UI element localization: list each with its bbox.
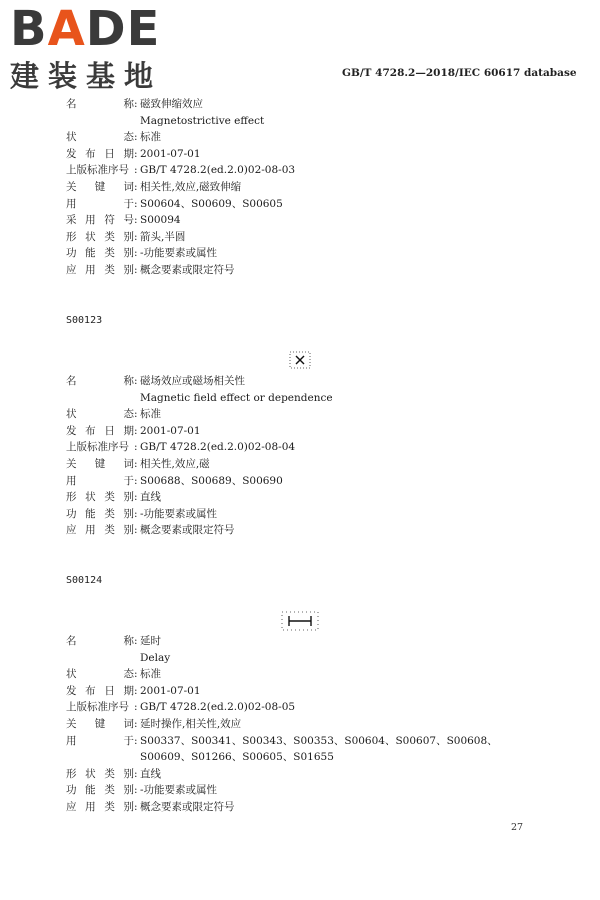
value-release-date: 2001-07-01 [140,684,201,697]
field-release-date: 发 布 日 期 : 2001-07-01 [66,146,556,163]
field-adopted: 采 用 符 号 : S00094 [66,212,556,229]
value-prev-std: GB/T 4728.2(ed.2.0)02-08-03 [140,164,296,177]
field-release-date: 发 布 日 期 : 2001-07-01 [66,683,556,700]
cross-in-dotted-box-icon [289,351,311,369]
value-shape: 箭头,半圆 [140,230,186,243]
field-keywords: 关 键 词 : 相关性,效应,磁致伸缩 [66,179,556,196]
value-function: -功能要素或属性 [140,784,218,797]
logo-chinese-text: 建装基地 [10,59,163,93]
symbol-code: S00124 [66,575,103,586]
field-prev-std: 上版标准序号 : GB/T 4728.2(ed.2.0)02-08-05 [66,699,556,716]
value-name-en: Magnetostrictive effect [140,114,265,127]
field-function: 功 能 类 别 : -功能要素或属性 [66,506,556,523]
value-application: 概念要素或限定符号 [140,800,235,813]
value-used-in: S00604、S00609、S00605 [140,197,283,210]
field-function: 功 能 类 别 : -功能要素或属性 [66,782,556,799]
symbol-entry-2 [66,373,556,539]
value-name-cn: 磁场效应或磁场相关性 [140,375,245,387]
value-function: -功能要素或属性 [140,507,218,520]
field-name: 名 称 : 磁场效应或磁场相关性 [66,373,556,390]
value-prev-std: GB/T 4728.2(ed.2.0)02-08-04 [140,441,296,454]
value-release-date: 2001-07-01 [140,147,201,160]
field-name: 名 称 : 延时 [66,633,556,650]
value-shape: 直线 [140,767,161,780]
value-keywords: 相关性,效应,磁 [140,457,210,470]
field-application: 应 用 类 别 : 概念要素或限定符号 [66,522,556,539]
field-used-in: 用 于 : S00337、S00341、S00343、S00353、S00604、S00607、S00608、S00609、S01266、S00605、S01655 [66,733,556,766]
bade-logo [10,1,180,96]
value-adopted: S00094 [140,214,181,227]
page-number: 27 [511,822,524,833]
value-release-date: 2001-07-01 [140,424,201,437]
field-shape: 形 状 类 别 : 直线 [66,489,556,506]
label-name: 名 称 [66,98,134,110]
field-shape: 形 状 类 别 : 箭头,半圆 [66,229,556,246]
entry-list-2 [66,373,556,539]
value-status: 标准 [140,131,161,144]
field-status: 状 态 : 标准 [66,406,556,423]
value-prev-std: GB/T 4728.2(ed.2.0)02-08-05 [140,701,296,714]
field-used-in: 用 于 : S00688、S00689、S00690 [66,473,556,490]
value-function: -功能要素或属性 [140,247,218,260]
standard-reference: GB/T 4728.2—2018/IEC 60617 database [342,67,577,79]
value-keywords: 延时操作,相关性,效应 [140,717,242,730]
logo-wordmark: BADE [10,1,161,57]
field-keywords: 关 键 词 : 相关性,效应,磁 [66,456,556,473]
field-status: 状 态 : 标准 [66,666,556,683]
value-shape: 直线 [140,491,161,504]
value-application: 概念要素或限定符号 [140,524,235,537]
value-name-cn: 延时 [140,635,161,647]
value-status: 标准 [140,408,161,421]
field-prev-std: 上版标准序号 : GB/T 4728.2(ed.2.0)02-08-04 [66,439,556,456]
symbol-entry-3 [66,633,556,816]
value-name-en: Delay [140,651,171,664]
value-used-in: S00688、S00689、S00690 [140,474,283,487]
bracketed-line-in-dotted-box-icon [281,611,319,631]
field-prev-std: 上版标准序号 : GB/T 4728.2(ed.2.0)02-08-03 [66,162,556,179]
value-used-in: S00337、S00341、S00343、S00353、S00604、S00607、S00608、S00609、S01266、S00605、S01655 [140,734,498,764]
entry-list-3 [66,633,556,816]
field-function: 功 能 类 别 : -功能要素或属性 [66,245,556,262]
field-keywords: 关 键 词 : 延时操作,相关性,效应 [66,716,556,733]
value-name-en: Magnetic field effect or dependence [140,391,333,404]
value-keywords: 相关性,效应,磁致伸缩 [140,180,242,193]
field-shape: 形 状 类 别 : 直线 [66,766,556,783]
symbol-code: S00123 [66,315,103,326]
entry-list [66,96,556,279]
value-status: 标准 [140,668,161,681]
field-application: 应 用 类 别 : 概念要素或限定符号 [66,799,556,816]
field-name: 名 称 : 磁致伸缩效应 [66,96,556,113]
field-release-date: 发 布 日 期 : 2001-07-01 [66,423,556,440]
field-application: 应 用 类 别 : 概念要素或限定符号 [66,262,556,279]
symbol-entry-1 [66,96,556,279]
value-name-cn: 磁致伸缩效应 [140,98,203,110]
field-used-in: 用 于 : S00604、S00609、S00605 [66,196,556,213]
value-application: 概念要素或限定符号 [140,263,235,276]
field-status: 状 态 : 标准 [66,129,556,146]
